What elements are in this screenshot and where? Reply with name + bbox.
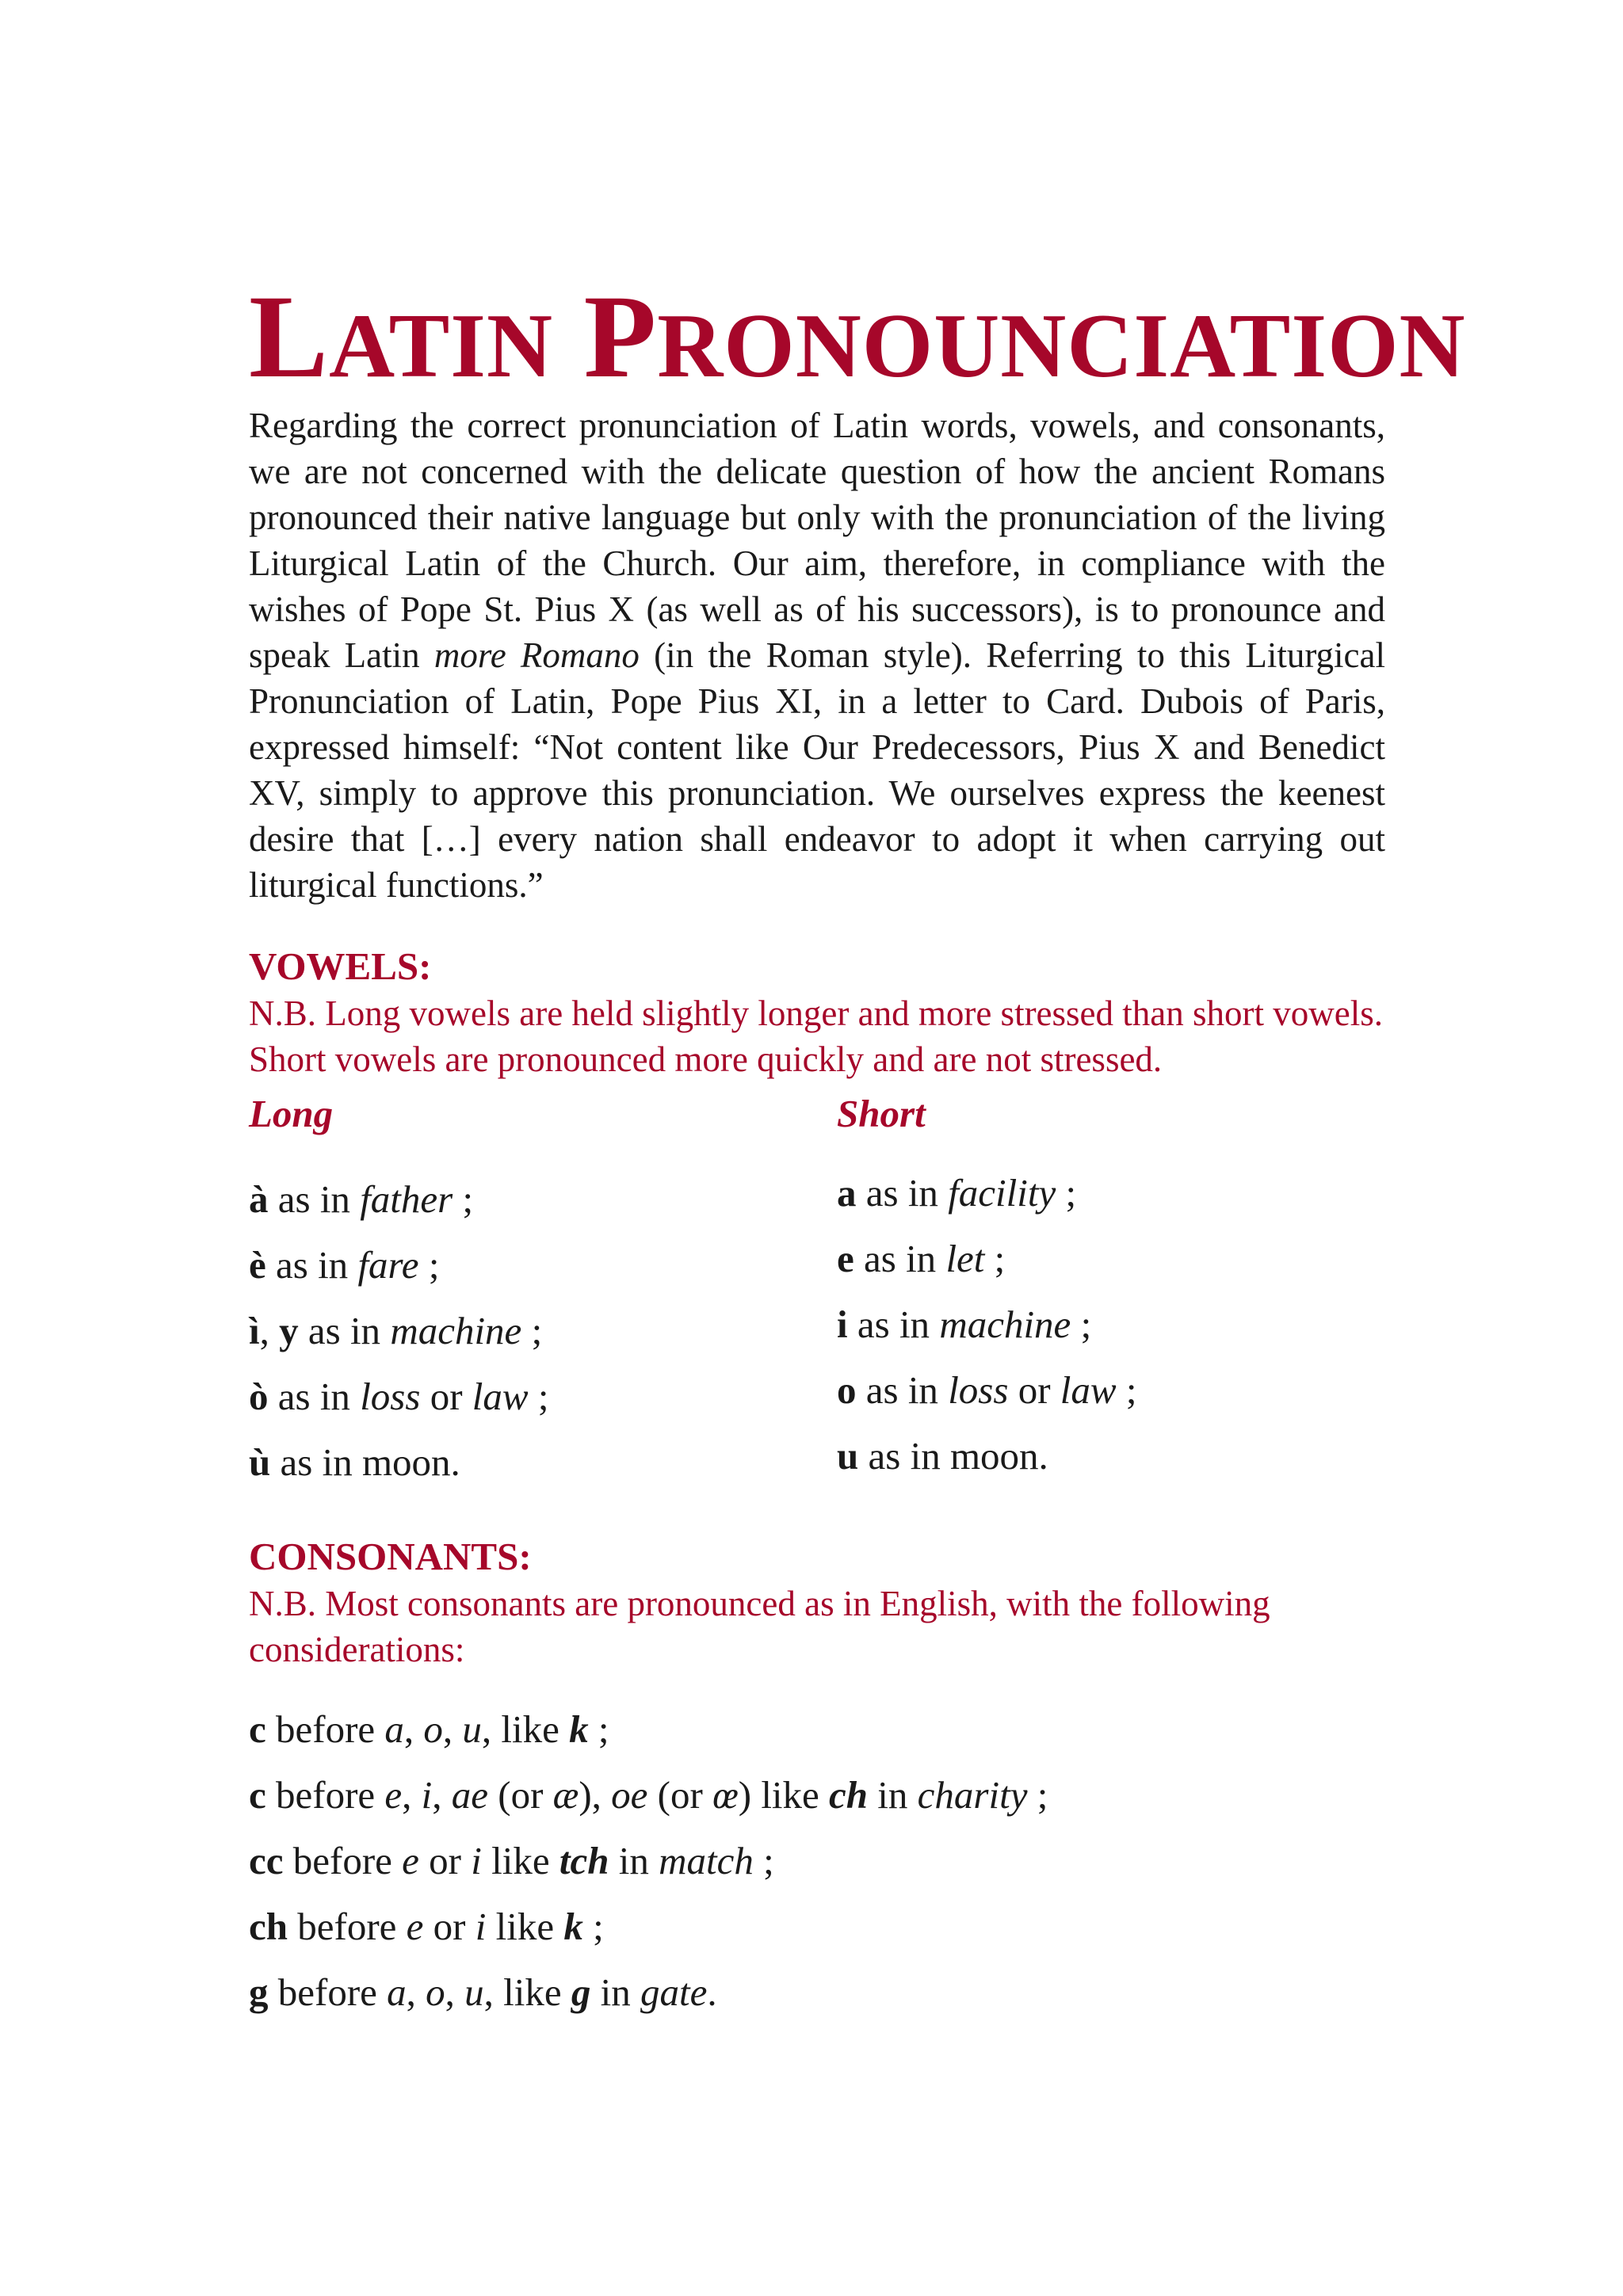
long-vowel-i: ì, y as in machine ; <box>249 1309 543 1352</box>
document-page <box>249 271 1466 2025</box>
short-vowel-u: u as in moon. <box>837 1434 1048 1478</box>
vowels-heading: VOWELS: <box>249 944 432 988</box>
title-rest-atin: ATIN <box>329 296 554 396</box>
consonants-note: N.B. Most consonants are pronounced as in English, with the following considerations: <box>249 1584 1270 1669</box>
long-vowel-a: à as in father ; <box>249 1177 474 1221</box>
consonant-rule-ch: ch before e or i like k ; <box>249 1905 604 1948</box>
long-vowel-e: è as in fare ; <box>249 1243 440 1287</box>
short-vowel-o: o as in loss or law ; <box>837 1368 1137 1412</box>
consonants-heading: CONSONANTS: <box>249 1535 532 1578</box>
long-heading: Long <box>249 1092 334 1135</box>
short-vowels-list <box>837 1160 1385 1489</box>
title-rest-pronounciation: RONOUNCIATION <box>657 296 1466 396</box>
long-vowels-column <box>249 1092 837 1495</box>
intro-paragraph <box>249 402 1385 908</box>
vowels-table <box>249 1092 1385 1495</box>
long-vowel-o: ò as in loss or law ; <box>249 1375 549 1418</box>
intro-text-2: (in the Roman style). Referring to this Liturgical Pronunciation of Latin, Pope Pius XI, in a letter to Card. Dubois of Paris, expressed himself: “Not content like Our Predecessors, Pius X and Benedict XV, simply to approve this pronunciation. We ourselves express the keenest desire that […] every nation shall endeavor to adopt it when carrying out liturgical functions.” <box>249 635 1385 905</box>
page-title <box>249 271 1466 402</box>
intro-emphasis: more Romano <box>433 635 640 675</box>
short-vowels-column <box>837 1092 1385 1495</box>
consonant-rule-g-hard: g before a, o, u, like g in gate. <box>249 1970 717 2014</box>
long-vowels-list <box>249 1166 837 1495</box>
long-vowel-u: ù as in moon. <box>249 1440 460 1484</box>
title-initial-p: P <box>583 271 658 402</box>
consonant-rule-cc: cc before e or i like tch in match ; <box>249 1839 774 1882</box>
short-vowel-a: a as in facility ; <box>837 1171 1077 1215</box>
short-heading: Short <box>837 1092 926 1135</box>
consonants-list <box>249 1696 1385 2025</box>
consonant-rule-c-hard: c before a, o, u, like k ; <box>249 1707 609 1751</box>
title-initial-l: L <box>249 271 330 402</box>
intro-text-1: Regarding the correct pronunciation of Latin words, vowels, and consonants, we are not concerned with the delicate question of how the ancient Romans pronounced their native language but only with the pronunciation of the living Liturgical Latin of the Church. Our aim, therefore, in compliance with the wishes of Pope St. Pius X (as well as of his successors), is to pronounce and speak Latin <box>249 406 1385 675</box>
short-vowel-i: i as in machine ; <box>837 1302 1092 1346</box>
vowels-note: N.B. Long vowels are held slightly longer and more stressed than short vowels. Short vowels are pronounced more quickly and are not stressed. <box>249 994 1383 1079</box>
short-vowel-e: e as in let ; <box>837 1237 1006 1280</box>
consonant-rule-c-soft: c before e, i, ae (or æ), oe (or œ) like ch in charity ; <box>249 1773 1048 1817</box>
